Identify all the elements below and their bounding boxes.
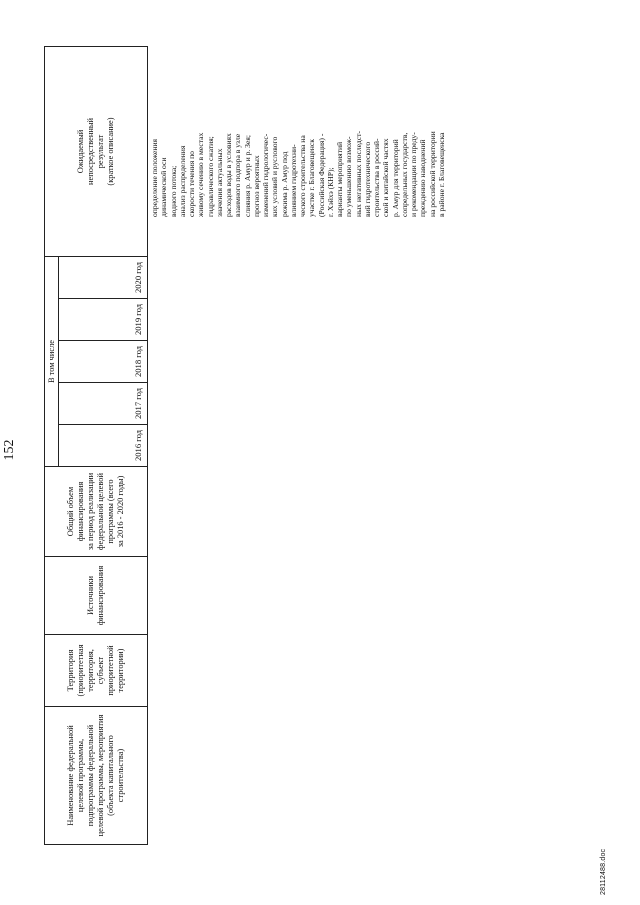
result-line: скорости течения по: [187, 151, 196, 217]
result-line: сопредельных государств,: [399, 132, 409, 217]
result-line: гидравлического сжатия;: [205, 136, 215, 217]
result-line: участке г. Благовещенск: [307, 139, 317, 217]
result-line: преждению наводнений: [418, 139, 428, 217]
result-line: г. Хэйхэ (КНР);: [325, 167, 335, 217]
header-program-name: Наименование федеральной целевой программы, подпрограммы федеральной целевой программы, мероприятия (объекта капитального строительства): [45, 707, 148, 845]
header-financing-sources: Источники финансирования: [45, 557, 148, 635]
header-year-2016: 2016 год: [59, 425, 148, 467]
result-line: строительства в россий-: [372, 138, 381, 217]
result-line: в районе г. Благовещенска: [436, 132, 446, 217]
result-line: влиянием гидротехни-: [288, 144, 298, 217]
result-line: варианты мероприятий: [335, 141, 344, 217]
result-line: ных негативных последст-: [353, 131, 363, 217]
result-line: анализ распределения: [177, 145, 187, 217]
result-line: р. Амур для территорий: [390, 139, 400, 217]
result-line: определение положения: [150, 138, 159, 217]
header-year-2019: 2019 год: [59, 299, 148, 341]
result-line: слияния р. Амур и р. Зея;: [242, 135, 252, 217]
result-line: динамической оси: [159, 157, 169, 217]
document-code: 28112488.doc: [600, 848, 607, 895]
result-line: ской и китайской частях: [381, 138, 391, 217]
expected-result-text: [150, 47, 446, 217]
result-line: режима р. Амур под: [279, 151, 289, 217]
result-line: значения актуальных: [214, 148, 224, 217]
result-line: прогноз вероятных: [251, 155, 261, 217]
result-line: живому сечению в местах: [196, 132, 206, 217]
result-line: на российской территории: [427, 131, 437, 217]
result-line: взаимного подпора в узле: [233, 133, 243, 217]
result-line: (Российская Федерация) -: [316, 133, 326, 217]
header-including: В том числе: [45, 257, 59, 467]
result-line: вий гидротехнического: [362, 141, 372, 217]
header-year-2017: 2017 год: [59, 383, 148, 425]
result-line: ческого строительства на: [298, 135, 307, 217]
result-line: водного потока;: [168, 165, 178, 217]
result-line: ких условий и руслового: [270, 136, 280, 217]
page-number: 152: [2, 439, 17, 461]
result-line: изменений гидрологичес-: [261, 133, 270, 217]
program-table-header: [44, 46, 148, 845]
header-expected-result: Ожидаемый непосредственный результат (краткое описание): [45, 47, 148, 257]
header-year-2018: 2018 год: [59, 341, 148, 383]
header-year-2020: 2020 год: [59, 257, 148, 299]
result-line: расходов воды в условиях: [224, 133, 233, 217]
result-line: и рекомендации по преду-: [409, 132, 418, 217]
header-total-financing: Общий объем финансирования за период реализации федеральной целевой программы (всего за 2016 - 2020 годы): [45, 467, 148, 557]
result-line: по уменьшению возмож-: [344, 136, 354, 217]
header-territory: Территория (приоритетная территория, субъект приоритетной территории): [45, 635, 148, 707]
